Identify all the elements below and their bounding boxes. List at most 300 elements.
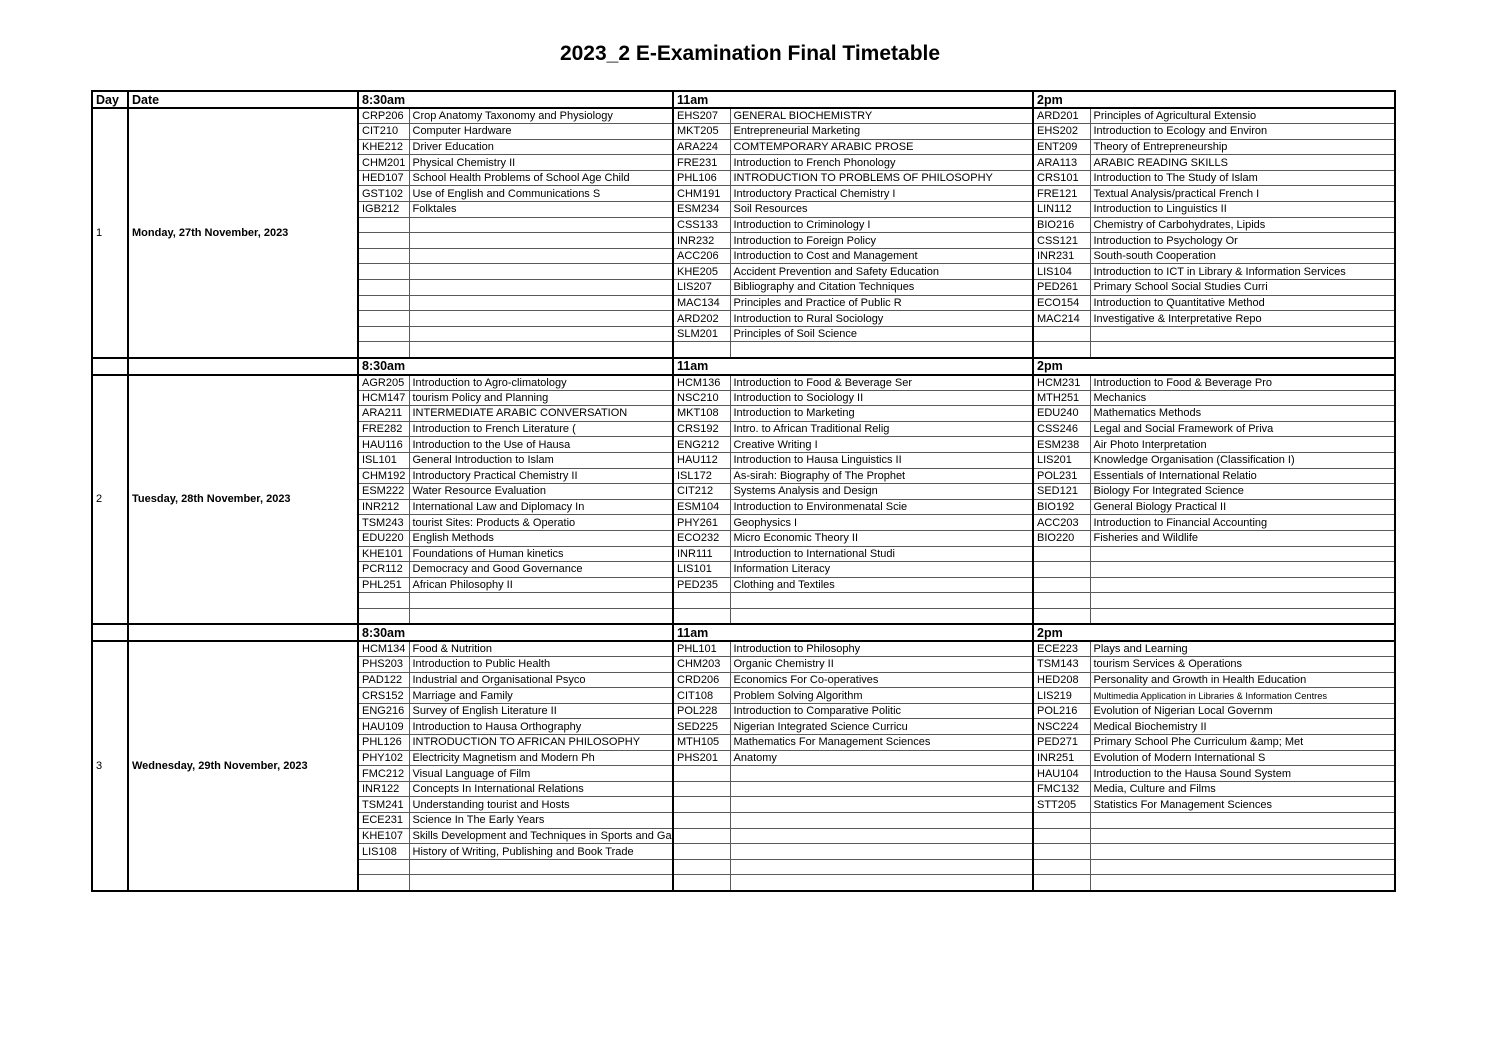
course-title-cell: Statistics For Management Sciences [1090, 797, 1395, 813]
course-title-cell [730, 608, 1033, 624]
course-code-cell: INR251 [1033, 750, 1090, 766]
course-title-cell [1090, 326, 1395, 342]
course-code-cell: INR122 [358, 781, 409, 797]
course-title-cell [1090, 562, 1395, 578]
course-code-cell [358, 217, 409, 233]
course-code-cell [1033, 326, 1090, 342]
course-code-cell [358, 859, 409, 875]
course-code-cell: MKT108 [673, 406, 730, 422]
course-title-cell: Mechanics [1090, 390, 1395, 406]
course-code-cell [1033, 342, 1090, 358]
course-code-cell: LIS104 [1033, 264, 1090, 280]
header-day: Day [92, 91, 128, 108]
course-code-cell: INR212 [358, 499, 409, 515]
course-code-cell: PHY102 [358, 750, 409, 766]
course-title-cell: Marriage and Family [409, 688, 673, 704]
course-title-cell [730, 797, 1033, 813]
course-code-cell: KHE107 [358, 828, 409, 844]
course-title-cell [409, 608, 673, 624]
course-code-cell: ENT209 [1033, 139, 1090, 155]
course-title-cell: International Law and Diplomacy In [409, 499, 673, 515]
course-code-cell: FMC212 [358, 766, 409, 782]
course-code-cell: ARA113 [1033, 155, 1090, 171]
course-title-cell: Principles of Soil Science [730, 326, 1033, 342]
course-code-cell: CSS121 [1033, 233, 1090, 249]
course-code-cell: ARD202 [673, 311, 730, 327]
course-code-cell: SED121 [1033, 484, 1090, 500]
course-title-cell: Media, Culture and Films [1090, 781, 1395, 797]
course-title-cell [1090, 859, 1395, 875]
course-title-cell: Physical Chemistry II [409, 155, 673, 171]
course-title-cell: Concepts In International Relations [409, 781, 673, 797]
course-code-cell: ARA224 [673, 139, 730, 155]
course-title-cell: INTERMEDIATE ARABIC CONVERSATION [409, 406, 673, 422]
course-code-cell: LIS101 [673, 562, 730, 578]
course-code-cell [1033, 844, 1090, 860]
course-code-cell: EDU220 [358, 530, 409, 546]
course-title-cell: Introduction to Sociology II [730, 390, 1033, 406]
slot-header-day-spacer [92, 358, 128, 375]
course-title-cell: Plays and Learning [1090, 641, 1395, 657]
course-title-cell: Economics For Co-operatives [730, 672, 1033, 688]
course-title-cell: Introduction to Linguistics II [1090, 202, 1395, 218]
course-title-cell: COMTEMPORARY ARABIC PROSE [730, 139, 1033, 155]
course-title-cell: Introduction to ICT in Library & Information Services [1090, 264, 1395, 280]
course-title-cell: tourism Policy and Planning [409, 390, 673, 406]
timetable-row [92, 375, 1395, 391]
course-title-cell: Introduction to the Hausa Sound System [1090, 766, 1395, 782]
course-code-cell: CSS246 [1033, 421, 1090, 437]
course-title-cell: Entrepreneurial Marketing [730, 124, 1033, 140]
course-code-cell: FRE121 [1033, 186, 1090, 202]
course-code-cell: LIS201 [1033, 452, 1090, 468]
course-code-cell [358, 342, 409, 358]
timetable-row [92, 641, 1395, 657]
course-title-cell: Introduction to the Use of Hausa [409, 437, 673, 453]
course-code-cell: MTH251 [1033, 390, 1090, 406]
course-code-cell: FMC132 [1033, 781, 1090, 797]
course-title-cell: Mathematics For Management Sciences [730, 735, 1033, 751]
main-header-row [92, 91, 1395, 108]
time-header-11am: 11am [673, 358, 1033, 375]
course-title-cell: Bibliography and Citation Techniques [730, 280, 1033, 296]
course-code-cell: ISL172 [673, 468, 730, 484]
course-code-cell: PHY261 [673, 515, 730, 531]
course-code-cell: EHS202 [1033, 124, 1090, 140]
course-title-cell: Fisheries and Wildlife [1090, 530, 1395, 546]
course-title-cell [730, 844, 1033, 860]
course-title-cell: Computer Hardware [409, 124, 673, 140]
header-slot-830am: 8:30am [358, 91, 673, 108]
course-code-cell: BIO192 [1033, 499, 1090, 515]
course-title-cell: Organic Chemistry II [730, 657, 1033, 673]
course-code-cell [358, 593, 409, 609]
course-title-cell: African Philosophy II [409, 577, 673, 593]
course-code-cell: CRP206 [358, 108, 409, 124]
course-code-cell [358, 311, 409, 327]
course-code-cell: MAC214 [1033, 311, 1090, 327]
course-code-cell: ENG216 [358, 703, 409, 719]
course-code-cell: CSS133 [673, 217, 730, 233]
course-title-cell [730, 593, 1033, 609]
course-title-cell: Geophysics I [730, 515, 1033, 531]
course-code-cell: MKT205 [673, 124, 730, 140]
course-code-cell: EHS207 [673, 108, 730, 124]
slot-header-row [92, 624, 1395, 641]
course-code-cell [673, 608, 730, 624]
course-code-cell [358, 875, 409, 891]
course-code-cell: PAD122 [358, 672, 409, 688]
course-title-cell: Introduction to The Study of Islam [1090, 170, 1395, 186]
course-code-cell [1033, 577, 1090, 593]
course-title-cell [409, 295, 673, 311]
course-title-cell: English Methods [409, 530, 673, 546]
course-code-cell: TSM241 [358, 797, 409, 813]
course-title-cell: ARABIC READING SKILLS [1090, 155, 1395, 171]
course-code-cell: CRS152 [358, 688, 409, 704]
course-title-cell: Evolution of Modern International S [1090, 750, 1395, 766]
course-title-cell: Understanding tourist and Hosts [409, 797, 673, 813]
course-code-cell: PHL251 [358, 577, 409, 593]
course-code-cell: CHM203 [673, 657, 730, 673]
course-code-cell [673, 781, 730, 797]
course-title-cell [1090, 828, 1395, 844]
course-title-cell [1090, 546, 1395, 562]
course-code-cell [673, 828, 730, 844]
course-code-cell [1033, 593, 1090, 609]
course-title-cell [1090, 844, 1395, 860]
course-title-cell: Biology For Integrated Science [1090, 484, 1395, 500]
course-code-cell: NSC224 [1033, 719, 1090, 735]
course-title-cell [409, 875, 673, 891]
course-code-cell [673, 813, 730, 829]
course-code-cell: CHM191 [673, 186, 730, 202]
course-code-cell: STT205 [1033, 797, 1090, 813]
course-title-cell: As-sirah: Biography of The Prophet [730, 468, 1033, 484]
course-title-cell: Investigative & Interpretative Repo [1090, 311, 1395, 327]
course-title-cell: Introduction to Financial Accounting [1090, 515, 1395, 531]
course-title-cell [730, 859, 1033, 875]
course-title-cell: Science In The Early Years [409, 813, 673, 829]
course-title-cell: INTRODUCTION TO AFRICAN PHILOSOPHY [409, 735, 673, 751]
course-code-cell [1033, 813, 1090, 829]
course-code-cell: KHE101 [358, 546, 409, 562]
course-code-cell: KHE212 [358, 139, 409, 155]
course-title-cell: Introduction to Philosophy [730, 641, 1033, 657]
course-title-cell [1090, 342, 1395, 358]
course-code-cell [358, 264, 409, 280]
course-title-cell [730, 781, 1033, 797]
course-code-cell [1033, 562, 1090, 578]
time-header-2pm: 2pm [1033, 358, 1395, 375]
course-title-cell: Introduction to Environmenatal Scie [730, 499, 1033, 515]
course-code-cell: ESM222 [358, 484, 409, 500]
time-header-830am: 8:30am [358, 624, 673, 641]
course-title-cell: Knowledge Organisation (Classification I) [1090, 452, 1395, 468]
course-code-cell: LIS207 [673, 280, 730, 296]
course-code-cell: CRS101 [1033, 170, 1090, 186]
course-code-cell [1033, 875, 1090, 891]
course-title-cell: General Biology Practical II [1090, 499, 1395, 515]
course-code-cell: ESM238 [1033, 437, 1090, 453]
course-title-cell: Water Resource Evaluation [409, 484, 673, 500]
course-code-cell: LIN112 [1033, 202, 1090, 218]
course-title-cell: Micro Economic Theory II [730, 530, 1033, 546]
course-code-cell: ISL101 [358, 452, 409, 468]
day-number: 3 [92, 641, 128, 891]
course-title-cell [1090, 813, 1395, 829]
course-code-cell: CIT210 [358, 124, 409, 140]
course-code-cell: PHL106 [673, 170, 730, 186]
course-title-cell: Principles of Agricultural Extensio [1090, 108, 1395, 124]
course-title-cell [1090, 875, 1395, 891]
course-title-cell: Introduction to French Literature ( [409, 421, 673, 437]
course-title-cell [1090, 577, 1395, 593]
course-title-cell: tourism Services & Operations [1090, 657, 1395, 673]
timetable [91, 90, 1396, 892]
course-title-cell: Introductory Practical Chemistry I [730, 186, 1033, 202]
date-cell: Monday, 27th November, 2023 [128, 108, 358, 358]
day-number: 2 [92, 375, 128, 625]
course-title-cell: Industrial and Organisational Psyco [409, 672, 673, 688]
header-slot-2pm: 2pm [1033, 91, 1395, 108]
course-title-cell: Essentials of International Relatio [1090, 468, 1395, 484]
course-title-cell [730, 813, 1033, 829]
slot-header-row [92, 358, 1395, 375]
course-code-cell: TSM143 [1033, 657, 1090, 673]
time-header-2pm: 2pm [1033, 624, 1395, 641]
course-code-cell: PED271 [1033, 735, 1090, 751]
course-title-cell [730, 828, 1033, 844]
course-code-cell: AGR205 [358, 375, 409, 391]
course-code-cell: HCM136 [673, 375, 730, 391]
course-code-cell: ACC203 [1033, 515, 1090, 531]
course-title-cell: Principles and Practice of Public R [730, 295, 1033, 311]
course-code-cell: ESM234 [673, 202, 730, 218]
course-title-cell: Introduction to Agro-climatology [409, 375, 673, 391]
course-code-cell: HED208 [1033, 672, 1090, 688]
course-title-cell: South-south Cooperation [1090, 248, 1395, 264]
course-code-cell: CIT108 [673, 688, 730, 704]
course-title-cell [1090, 608, 1395, 624]
course-title-cell: Foundations of Human kinetics [409, 546, 673, 562]
course-title-cell [1090, 593, 1395, 609]
course-code-cell: CHM192 [358, 468, 409, 484]
course-code-cell: ECE223 [1033, 641, 1090, 657]
course-title-cell: Anatomy [730, 750, 1033, 766]
course-title-cell: Information Literacy [730, 562, 1033, 578]
course-code-cell: IGB212 [358, 202, 409, 218]
time-header-11am: 11am [673, 624, 1033, 641]
course-code-cell: SED225 [673, 719, 730, 735]
page-title: 2023_2 E-Examination Final Timetable [559, 42, 941, 65]
course-title-cell: Introduction to Food & Beverage Ser [730, 375, 1033, 391]
course-title-cell: Introduction to Hausa Linguistics II [730, 452, 1033, 468]
course-code-cell: HED107 [358, 170, 409, 186]
course-code-cell [673, 875, 730, 891]
course-title-cell: Introduction to Ecology and Environ [1090, 124, 1395, 140]
course-title-cell: General Introduction to Islam [409, 452, 673, 468]
course-code-cell: FRE282 [358, 421, 409, 437]
course-title-cell: Crop Anatomy Taxonomy and Physiology [409, 108, 673, 124]
course-title-cell: Introduction to Foreign Policy [730, 233, 1033, 249]
course-code-cell [1033, 546, 1090, 562]
course-title-cell: Systems Analysis and Design [730, 484, 1033, 500]
course-title-cell: Introduction to Public Health [409, 657, 673, 673]
course-code-cell [358, 608, 409, 624]
course-code-cell: ESM104 [673, 499, 730, 515]
course-code-cell: CHM201 [358, 155, 409, 171]
course-title-cell [409, 280, 673, 296]
course-title-cell: Evolution of Nigerian Local Governm [1090, 703, 1395, 719]
course-code-cell: PHS201 [673, 750, 730, 766]
course-code-cell: MTH105 [673, 735, 730, 751]
course-title-cell: Soil Resources [730, 202, 1033, 218]
course-title-cell: Visual Language of Film [409, 766, 673, 782]
course-title-cell: Mathematics Methods [1090, 406, 1395, 422]
course-title-cell: Personality and Growth in Health Education [1090, 672, 1395, 688]
course-code-cell: CRD206 [673, 672, 730, 688]
course-code-cell: FRE231 [673, 155, 730, 171]
course-title-cell: Food & Nutrition [409, 641, 673, 657]
course-code-cell: CIT212 [673, 484, 730, 500]
course-code-cell [358, 295, 409, 311]
course-code-cell: TSM243 [358, 515, 409, 531]
course-code-cell: PHL126 [358, 735, 409, 751]
slot-header-date-spacer [128, 358, 358, 375]
course-title-cell [409, 264, 673, 280]
course-code-cell [673, 859, 730, 875]
course-title-cell [730, 342, 1033, 358]
course-code-cell: ARD201 [1033, 108, 1090, 124]
course-title-cell: Accident Prevention and Safety Education [730, 264, 1033, 280]
course-title-cell: Skills Development and Techniques in Sports and Ga [409, 828, 673, 844]
course-title-cell: Introduction to Rural Sociology [730, 311, 1033, 327]
course-title-cell: Introductory Practical Chemistry II [409, 468, 673, 484]
course-title-cell: Clothing and Textiles [730, 577, 1033, 593]
course-title-cell: INTRODUCTION TO PROBLEMS OF PHILOSOPHY [730, 170, 1033, 186]
course-title-cell: School Health Problems of School Age Child [409, 170, 673, 186]
course-code-cell [358, 280, 409, 296]
course-code-cell: HCM231 [1033, 375, 1090, 391]
course-code-cell: SLM201 [673, 326, 730, 342]
course-title-cell: Intro. to African Traditional Relig [730, 421, 1033, 437]
course-code-cell: PHL101 [673, 641, 730, 657]
course-title-cell [730, 875, 1033, 891]
course-title-cell: Survey of English Literature II [409, 703, 673, 719]
course-title-cell: Theory of Entrepreneurship [1090, 139, 1395, 155]
course-title-cell [409, 342, 673, 358]
course-code-cell: ACC206 [673, 248, 730, 264]
course-title-cell: Primary School Social Studies Curri [1090, 280, 1395, 296]
course-code-cell: INR231 [1033, 248, 1090, 264]
course-code-cell: POL216 [1033, 703, 1090, 719]
course-code-cell: PHS203 [358, 657, 409, 673]
course-code-cell: CRS192 [673, 421, 730, 437]
course-code-cell [358, 233, 409, 249]
course-code-cell: HAU116 [358, 437, 409, 453]
course-code-cell: HAU104 [1033, 766, 1090, 782]
course-code-cell [358, 326, 409, 342]
course-title-cell: tourist Sites: Products & Operatio [409, 515, 673, 531]
course-title-cell: Use of English and Communications S [409, 186, 673, 202]
course-code-cell: LIS108 [358, 844, 409, 860]
course-code-cell: HAU109 [358, 719, 409, 735]
course-title-cell: Introduction to Quantitative Method [1090, 295, 1395, 311]
course-title-cell: Multimedia Application in Libraries & Information Centres [1090, 688, 1395, 704]
slot-header-day-spacer [92, 624, 128, 641]
course-code-cell: PED261 [1033, 280, 1090, 296]
course-title-cell: Nigerian Integrated Science Curricu [730, 719, 1033, 735]
course-title-cell: Problem Solving Algorithm [730, 688, 1033, 704]
course-title-cell: Legal and Social Framework of Priva [1090, 421, 1395, 437]
timetable-body [92, 108, 1395, 891]
course-code-cell [1033, 828, 1090, 844]
slot-header-date-spacer [128, 624, 358, 641]
course-title-cell [409, 248, 673, 264]
course-title-cell: Democracy and Good Governance [409, 562, 673, 578]
course-title-cell: Medical Biochemistry II [1090, 719, 1395, 735]
course-code-cell: HCM147 [358, 390, 409, 406]
course-title-cell: Chemistry of Carbohydrates, Lipids [1090, 217, 1395, 233]
course-code-cell: ARA211 [358, 406, 409, 422]
course-code-cell: BIO220 [1033, 530, 1090, 546]
course-title-cell [409, 233, 673, 249]
course-title-cell: Introduction to Cost and Management [730, 248, 1033, 264]
course-code-cell: MAC134 [673, 295, 730, 311]
course-title-cell [409, 311, 673, 327]
course-code-cell: GST102 [358, 186, 409, 202]
course-title-cell: GENERAL BIOCHEMISTRY [730, 108, 1033, 124]
course-title-cell: Introduction to Psychology Or [1090, 233, 1395, 249]
course-code-cell: LIS219 [1033, 688, 1090, 704]
header-slot-11am: 11am [673, 91, 1033, 108]
course-code-cell [673, 797, 730, 813]
course-code-cell: INR111 [673, 546, 730, 562]
course-title-cell: Primary School Phe Curriculum &amp; Met [1090, 735, 1395, 751]
date-cell: Wednesday, 29th November, 2023 [128, 641, 358, 891]
course-title-cell: Driver Education [409, 139, 673, 155]
timetable-row [92, 108, 1395, 124]
course-title-cell: History of Writing, Publishing and Book Trade [409, 844, 673, 860]
course-code-cell: KHE205 [673, 264, 730, 280]
course-title-cell: Electricity Magnetism and Modern Ph [409, 750, 673, 766]
course-code-cell [673, 844, 730, 860]
header-date: Date [128, 91, 358, 108]
course-code-cell [673, 342, 730, 358]
course-title-cell: Introduction to Criminology I [730, 217, 1033, 233]
course-code-cell: ECO232 [673, 530, 730, 546]
time-header-830am: 8:30am [358, 358, 673, 375]
course-code-cell [358, 248, 409, 264]
course-title-cell: Air Photo Interpretation [1090, 437, 1395, 453]
course-title-cell [730, 766, 1033, 782]
course-title-cell: Folktales [409, 202, 673, 218]
date-cell: Tuesday, 28th November, 2023 [128, 375, 358, 625]
course-code-cell: ENG212 [673, 437, 730, 453]
course-code-cell: PCR112 [358, 562, 409, 578]
course-title-cell [409, 859, 673, 875]
course-title-cell: Introduction to Comparative Politic [730, 703, 1033, 719]
course-code-cell: HAU112 [673, 452, 730, 468]
course-code-cell: EDU240 [1033, 406, 1090, 422]
day-number: 1 [92, 108, 128, 358]
course-title-cell [409, 593, 673, 609]
course-code-cell: POL231 [1033, 468, 1090, 484]
course-code-cell [1033, 859, 1090, 875]
course-code-cell: NSC210 [673, 390, 730, 406]
course-title-cell: Introduction to Food & Beverage Pro [1090, 375, 1395, 391]
